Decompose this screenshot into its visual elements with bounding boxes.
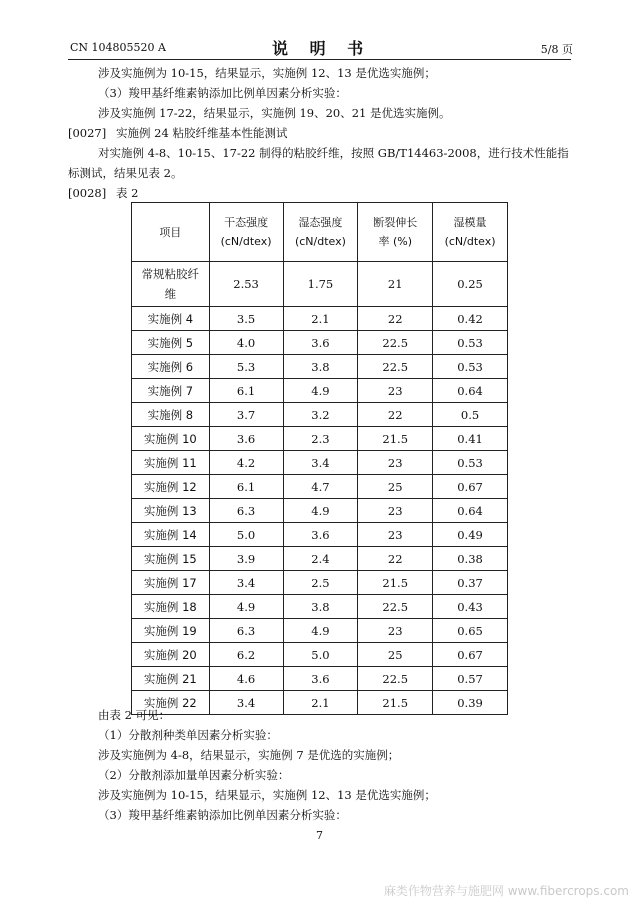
cell-elong: 25 [358,475,433,499]
cell-mod: 0.25 [433,262,508,307]
cell-mod: 0.57 [433,667,508,691]
cell-elong: 22.5 [358,667,433,691]
row-label: 实施例 19 [132,619,210,643]
table-row [132,307,508,331]
cell-mod: 0.64 [433,379,508,403]
cell-wet: 2.1 [283,691,358,715]
row-label: 实施例 12 [132,475,210,499]
text-line: 涉及实施例为 4-8，结果显示，实施例 7 是优选的实施例； [98,748,400,762]
cell-dry: 2.53 [209,262,283,307]
cell-dry: 3.6 [209,427,283,451]
row-label: 实施例 14 [132,523,210,547]
table-row [132,331,508,355]
cell-dry: 3.9 [209,547,283,571]
cell-elong: 23 [358,379,433,403]
cell-mod: 0.42 [433,307,508,331]
cell-mod: 0.64 [433,499,508,523]
section-heading: 实施例 24 粘胶纤维基本性能测试 [116,126,288,140]
header-dry-strength: 干态强度 (cN/dtex) [209,203,283,262]
row-label: 实施例 4 [132,307,210,331]
cell-mod: 0.53 [433,355,508,379]
row-label: 实施例 5 [132,331,210,355]
cell-wet: 3.6 [283,523,358,547]
table-row [132,619,508,643]
cell-elong: 23 [358,619,433,643]
cell-wet: 4.9 [283,499,358,523]
paragraph-0028-heading [68,183,571,203]
cell-wet: 2.4 [283,547,358,571]
page-header [0,0,639,62]
cell-dry: 6.3 [209,619,283,643]
cell-dry: 3.7 [209,403,283,427]
cell-dry: 3.5 [209,307,283,331]
top-text-block [68,63,571,203]
table-row [132,475,508,499]
cell-wet: 3.8 [283,595,358,619]
cell-mod: 0.5 [433,403,508,427]
table-row [132,643,508,667]
cell-elong: 21.5 [358,427,433,451]
cell-elong: 23 [358,523,433,547]
row-label: 实施例 18 [132,595,210,619]
document-number: CN 104805520 A [70,41,166,54]
cell-dry: 6.1 [209,475,283,499]
row-label: 实施例 15 [132,547,210,571]
cell-elong: 22.5 [358,331,433,355]
text-line: （1）分散剂种类单因素分析实验： [98,728,278,742]
text-line: 涉及实施例 17-22，结果显示，实施例 19、20、21 是优选实施例。 [98,106,451,120]
cell-dry: 4.6 [209,667,283,691]
cell-elong: 23 [358,451,433,475]
header-wet-modulus: 湿模量 (cN/dtex) [433,203,508,262]
row-label: 实施例 8 [132,403,210,427]
header-wet-strength: 湿态强度 (cN/dtex) [283,203,358,262]
row-label: 实施例 11 [132,451,210,475]
text-line: 涉及实施例为 10-15，结果显示，实施例 12、13 是优选实施例； [98,788,436,802]
table-row [132,667,508,691]
cell-dry: 5.0 [209,523,283,547]
row-label: 实施例 22 [132,691,210,715]
table-row [132,379,508,403]
cell-elong: 21.5 [358,571,433,595]
cell-mod: 0.43 [433,595,508,619]
cell-wet: 1.75 [283,262,358,307]
cell-wet: 2.1 [283,307,358,331]
cell-mod: 0.37 [433,571,508,595]
cell-mod: 0.41 [433,427,508,451]
watermark: 麻类作物营养与施肥网 www.fibercrops.com [383,884,629,898]
cell-wet: 3.8 [283,355,358,379]
cell-mod: 0.39 [433,691,508,715]
table-caption: 表 2 [116,186,139,200]
cell-wet: 4.9 [283,619,358,643]
cell-wet: 4.9 [283,379,358,403]
text-line: 对实施例 4-8、10-15、17-22 制得的粘胶纤维，按照 GB/T14463-2008，进行技术性能指 [98,146,569,160]
cell-dry: 3.4 [209,691,283,715]
cell-wet: 3.6 [283,331,358,355]
table-row [132,427,508,451]
cell-mod: 0.65 [433,619,508,643]
row-label: 实施例 17 [132,571,210,595]
cell-wet: 4.7 [283,475,358,499]
cell-dry: 4.9 [209,595,283,619]
row-label: 实施例 13 [132,499,210,523]
cell-mod: 0.53 [433,451,508,475]
text-line: （3）羧甲基纤维素钠添加比例单因素分析实验： [98,808,347,822]
cell-elong: 21.5 [358,691,433,715]
cell-wet: 3.6 [283,667,358,691]
table-row [132,595,508,619]
cell-wet: 3.2 [283,403,358,427]
cell-dry: 4.0 [209,331,283,355]
cell-elong: 22 [358,547,433,571]
table-row [132,262,508,307]
cell-elong: 25 [358,643,433,667]
paragraph-number: [0028] [68,186,107,200]
header-divider [68,59,571,60]
cell-elong: 22 [358,307,433,331]
row-label: 实施例 10 [132,427,210,451]
cell-dry: 6.3 [209,499,283,523]
cell-dry: 6.2 [209,643,283,667]
page-number: 7 [316,829,323,842]
table-row [132,547,508,571]
table-body [132,262,508,715]
page-count: 5/8 页 [540,43,573,56]
cell-mod: 0.49 [433,523,508,547]
row-label: 实施例 21 [132,667,210,691]
text-line: 由表 2 可见： [98,708,171,722]
cell-elong: 21 [358,262,433,307]
header-item: 项目 [132,203,210,262]
text-line: 涉及实施例为 10-15，结果显示，实施例 12、13 是优选实施例； [98,66,436,80]
header-elongation: 断裂伸长 率 (%) [358,203,433,262]
row-label: 常规粘胶纤 维 [132,262,210,307]
cell-mod: 0.38 [433,547,508,571]
table-row [132,403,508,427]
results-table [131,202,508,715]
cell-elong: 22 [358,403,433,427]
table-row [132,451,508,475]
table-row [132,499,508,523]
cell-dry: 5.3 [209,355,283,379]
cell-mod: 0.53 [433,331,508,355]
document-title: 说 明 书 [272,39,372,58]
cell-dry: 3.4 [209,571,283,595]
paragraph-0027-heading [68,123,571,143]
cell-mod: 0.67 [433,475,508,499]
cell-elong: 23 [358,499,433,523]
cell-wet: 2.3 [283,427,358,451]
cell-dry: 6.1 [209,379,283,403]
row-label: 实施例 6 [132,355,210,379]
table-header-row [132,203,508,262]
table-row [132,571,508,595]
bottom-text-block [68,705,571,825]
text-line: （3）羧甲基纤维素钠添加比例单因素分析实验： [98,86,347,100]
cell-wet: 5.0 [283,643,358,667]
cell-elong: 22.5 [358,355,433,379]
text-line: 标测试，结果见表 2。 [68,166,183,180]
text-line: （2）分散剂添加量单因素分析实验： [98,768,290,782]
row-label: 实施例 7 [132,379,210,403]
cell-wet: 2.5 [283,571,358,595]
cell-dry: 4.2 [209,451,283,475]
table-row [132,355,508,379]
cell-wet: 3.4 [283,451,358,475]
table-row [132,523,508,547]
row-label: 实施例 20 [132,643,210,667]
cell-elong: 22.5 [358,595,433,619]
cell-mod: 0.67 [433,643,508,667]
paragraph-number: [0027] [68,126,107,140]
